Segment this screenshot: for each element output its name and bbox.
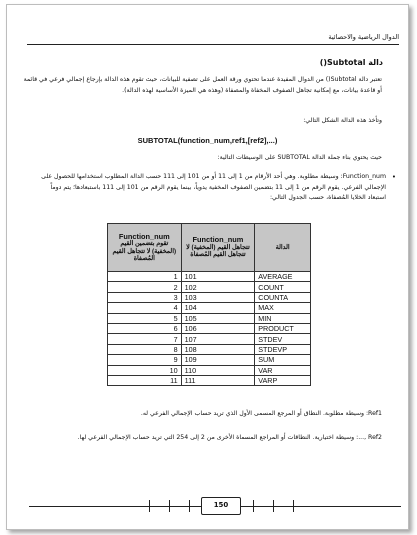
table-row: 6 106 PRODUCT: [108, 323, 311, 333]
ref2-description: Ref2 ,...: وسيطة اختيارية. النطاقات أو المراجع المسماة الأخرى من 2 إلى 254 التي تريد حساب الإجمالي الفرعي لها.: [77, 434, 382, 441]
formula-syntax: SUBTOTAL(function_num,ref1,[ref2],...): [137, 136, 278, 145]
footer-tick: [253, 500, 254, 512]
header-ignore-hidden: Function_num تتجاهل القيم (المخفية) لا تتجاهل القيم المُصفاة: [181, 224, 255, 272]
header-function: الدالة: [255, 224, 311, 272]
page-number: 150: [201, 497, 241, 515]
table-row: 7 107 STDEV: [108, 334, 311, 344]
table-row: 5 105 MIN: [108, 313, 311, 323]
footer-tick: [273, 500, 274, 512]
page-footer: [29, 493, 401, 519]
syntax-intro: وتأخذ هذه الدالة الشكل التالي:: [303, 117, 382, 124]
ref1-description: Ref1: وسيطة مطلوبة. النطاق أو المرجع المسمى الأول الذي تريد حساب الإجمالي الفرعي له.: [140, 410, 382, 417]
document-page: [6, 4, 409, 530]
footer-tick: [189, 500, 190, 512]
footer-tick: [149, 500, 150, 512]
table-row: 10 110 VAR: [108, 365, 311, 375]
section-title: دالة Subtotal(): [319, 58, 383, 67]
bullet-icon: •: [391, 173, 396, 181]
page-header: الدوال الرياضية والاحصائية: [27, 31, 399, 45]
table-row: 11 111 VARP: [108, 375, 311, 385]
table-row: 8 108 STDEVP: [108, 344, 311, 354]
header-include-hidden: Function_num تقوم بتضمين القيم (المخفية) لا تتجاهل القيم المُصفاة: [108, 224, 182, 272]
intro-paragraph: تعتبر دالة Subtotal() من الدوال المفيدة عندما تحتوي ورقة العمل على تصفية للبيانات، حيث تقوم هذه الدالة بإرجاع إجمالي فرعي في قائمة أو قاعدة بيانات، مع إمكانية تجاهل الصفوف المخفاة والمصفاة (وهذه هي الميزة الأساسية لهذه الدالة).: [23, 76, 382, 94]
function-num-description: Function_num: وسيطة مطلوبة. وهي أحد الأرقام من 1 إلى 11 أو من 101 إلى 111 حسب الدالة المطلوب استخدامها للحصول على الإجمالي الفرعي. يقوم الرقم من 1 إلى 11 بتضمين الصفوف المخفية يدوياً، بينما يقوم الرقم من 101 إلى 111 باستبعادها؛ يتم دوماً استبعاد الخلايا المُصفاة، حسب الجدول التالي:: [41, 173, 386, 201]
function-num-bullet: [41, 172, 396, 204]
table-header-row: [108, 224, 311, 272]
table-row: 4 104 MAX: [108, 303, 311, 313]
arguments-intro: حيث يحتوي بناء جملة الدالة SUBTOTAL على الوسيطات التالية:: [217, 154, 382, 161]
footer-tick: [293, 500, 294, 512]
table-row: 9 109 SUM: [108, 355, 311, 365]
table-row: 1 101 AVERAGE: [108, 272, 311, 282]
table-row: 3 103 COUNTA: [108, 292, 311, 302]
function-num-table: [107, 223, 311, 386]
table-row: 2 102 COUNT: [108, 282, 311, 292]
footer-tick: [169, 500, 170, 512]
